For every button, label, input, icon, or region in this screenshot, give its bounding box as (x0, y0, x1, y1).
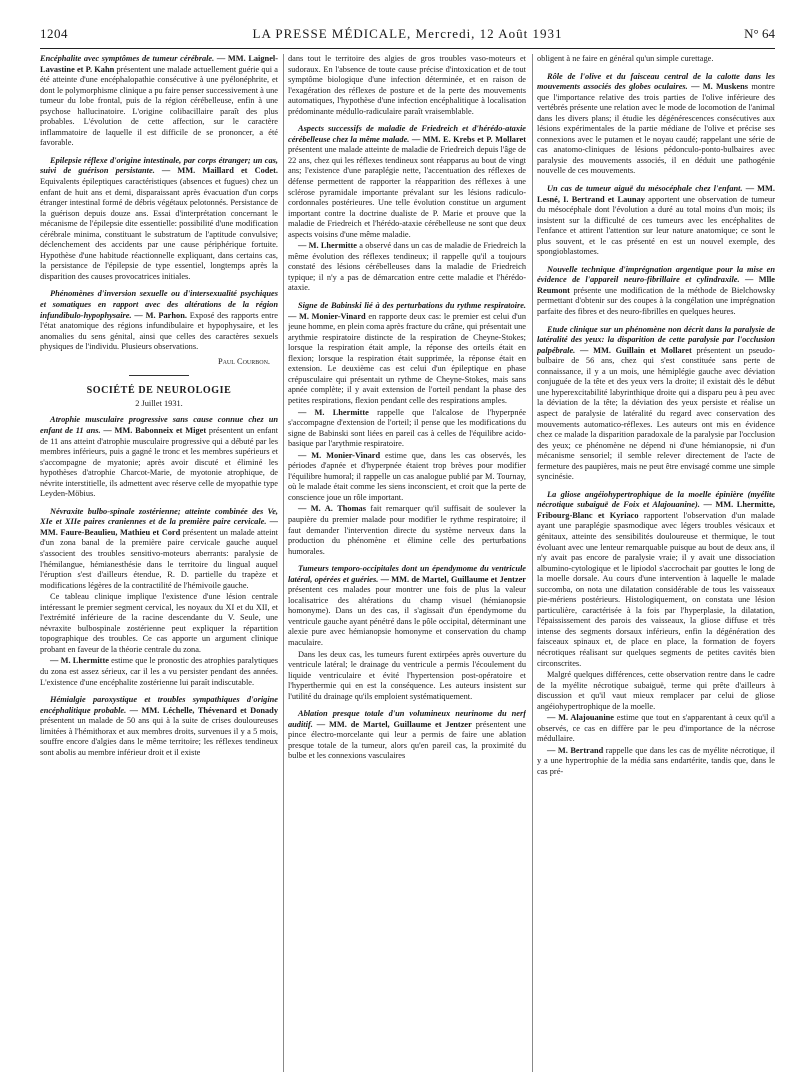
abstract-paragraph: dans tout le territoire des algies de gros troubles vaso-moteurs et sudoraux. En l'absence de toute cause précise d'intoxication et de tout symptôme biologique d'une infection déterminée, et en raison de l'exagération des réflexes de posture et de la perte des mouvements automatiques, l'hypothèse d'une infection encéphalitique à localisation prédominante médullo-radiculaire paraît vraisemblable. (288, 54, 526, 116)
abstract-paragraph: Nouvelle technique d'imprégnation argentique pour la mise en évidence de l'appareil neuro-fibrillaire et cylindraxile. — Mlle Reumont présente une modification de la méthode de Bielchowsky permettant d'obtenir sur des coupes à la congélation une imprégnation parfaite des fibres et des neuro-fibrilles en quelques heures. (537, 264, 775, 317)
abstract-paragraph: Encéphalite avec symptômes de tumeur cérébrale. — MM. Laignel-Lavastine et P. Kahn présentent une malade actuellement guérie qui a été atteinte d'une encéphalopathie consécutive à une pyélonéphrite, et dont le polymorphisme clinique a pu faire penser successivement à une tumeur du lobe frontal, puis de la région cérébelleuse, enfin à une psychose hallucinatoire. L'origine colibacillaire paraît des plus probables. L'évolution de cette affection, sur le caractère inflammatoire de laquelle il est difficile de se prononcer, a été favorable. (40, 54, 278, 148)
abstract-paragraph: Epilepsie réflexe d'origine intestinale, par corps étranger; un cas, suivi de guérison persistante. — MM. Maillard et Codet. Equivalents épileptiques caractéristiques (absences et fugues) chez un enfant de huit ans et demi, disparaissant après évacuation d'un corps étranger intestinal formé de débris végétaux pelotonnés. Persistance de la guérison depuis douze ans. Essai d'interprétation concernant le mécanisme de l'épilepsie dite essentielle: possibilité d'une modification cérébrale minima, constituant le substratum de l'aptitude convulsive; déclenchement des accidents par une cause périphérique fortuite. Hypothèse d'une habitude réactionnelle expliquant, dans certains cas, la persistance de l'épilepsie de type essentiel, longtemps après la disparition des causes provocatrices initiales. (40, 155, 278, 281)
issue-number: N° 64 (744, 26, 775, 41)
abstract-paragraph: — M. Lhermitte estime que le pronostic des atrophies paralytiques du zona est assez sérieux, car il les a vu persister pendant des années. L'existence d'une encéphalite zostérienne lui paraît indiscutable. (40, 656, 278, 687)
abstract-paragraph: Etude clinique sur un phénomène non décrit dans la paralysie de latéralité des yeux: la disparition de cette paralysie par l'occlusion palpébrale. — MM. Guillain et Mollaret présentent un pseudo-bulbaire de 56 ans, chez qui s'est constituée sans perte de connaissance, il y a un mois, une hémiplégie gauche avec déviation conjuguée de la tête et des yeux vers la droite; il existait dès le début une hyperexcitabilité labyrinthique droite qui a disparu peu à peu avec la déviation de la tête; la déviation des yeux persiste et réalise un aspect de paralysie de latéralité du regard avec conservation des mouvements automatico-réflexes. Les auteurs ont mis en évidence chez ce malade la disparition paradoxale de la paralysie par l'occlusion des yeux; ce phénomène ne dépend ni d'une hémianopsie, ni d'un mécanisme sensoriel; il semble relever directement de l'acte de fermeture des paupières, mais ne peut être envisagé comme une simple syncinésie. (537, 324, 775, 482)
section-heading: SOCIÉTÉ DE NEUROLOGIE (86, 385, 232, 397)
column-divider (532, 54, 533, 1072)
abstract-paragraph: Hémialgie paroxystique et troubles sympathiques d'origine encéphalitique probable. — MM. Léchelle, Thévenard et Donady présentent un malade de 50 ans qui à la suite de crises douloureuses limitées à l'hémithorax et aux membres droits, survenues il y a 5 mois, souffre encore d'algies dans le même territoire; les réflexes tendineux sont abolis au membre inférieur droit et il existe (40, 695, 278, 757)
abstract-paragraph: — M. Alajouanine estime que tout en s'apparentant à ceux qu'il a observés, ce cas en diffère par le peu d'importance de la nécrose médullaire. (537, 713, 775, 744)
abstract-paragraph: — M. Bertrand rappelle que dans les cas de myélite nécrotique, il y a une hypertrophie de la média sans endartérite, tandis que, dans le cas pré- (537, 745, 775, 776)
abstract-paragraph: Rôle de l'olive et du faisceau central de la calotte dans les mouvements associés des globes oculaires. — M. Muskens montre que l'importance relative des trois parties de l'olive inférieure des vertébrés présente une relation avec le mode de locomotion de l'animal dans les divers plans; il étudie les dégénérescences consécutives aux lésions expérimentales de la partie médiane de l'olive et précise ses connexions avec le putamen et le noyau caudé; rappelant une série de cas anatomo-cliniques de lésions pédonculo-ponto-bulbaires avec paralysie des mouvements associés, il en déduit une pathogénie nouvelle de ces mouvements. (537, 71, 775, 176)
abstract-paragraph: Ablation presque totale d'un volumineux neurinome du nerf auditif. — MM. de Martel, Guillaume et Jentzer présentent une pince électro-morcelante qui leur a permis de faire une ablation presque totale de la tumeur, alors qu'en pareil cas, la proximité du bulbe et les connexions vasculaires (288, 709, 526, 761)
abstract-paragraph: — M. Monier-Vinard estime que, dans les cas observés, les périodes d'apnée et d'hyperpnée étaient trop brèves pour modifier l'équilibre humoral; il rappelle un cas analogue publié par M. Tournay, où le malade était comme les siens inconscient, et croit que la perte de conscience joue un rôle important. (288, 450, 526, 502)
abstract-paragraph: Atrophie musculaire progressive sans cause connue chez un enfant de 11 ans. — MM. Babonneix et Miget présentent un enfant de 11 ans atteint d'atrophie musculaire progressive qui a débuté par les membres inférieurs, puis a gagné le tronc et les membres supérieurs et s'accompagne de myatonie; après avoir discuté et éliminé les hypothèses d'atrophie Charcot-Marie, de myotonie atrophique, de névrite interstitielle, ils admettent avec réserve celle de myopathie type Leyden-Möbius. (40, 415, 278, 499)
abstract-paragraph: — M. Lhermitte rappelle que l'alcalose de l'hyperpnée s'accompagne d'extension de l'orteil; il pense que les modifications du signe de Babinski sont liées en pareil cas à celles de l'équilibre acido-basique par l'arythmie respiratoire. (288, 407, 526, 449)
abstract-paragraph: Tumeurs temporo-occipitales dont un épendymome du ventricule latéral, opérées et guéries. — MM. de Martel, Guillaume et Jentzer présentent ces malades pour montrer une fois de plus la valeur localisatrice des altérations du champ visuel (hémianopsie homonyme). Dans un des cas, il s'agissait d'un épendymome du ventricule gauche ayant pénétré dans le pôle occipital, déterminant une alexie pure avec hémianopsie homonyme et conservation du champ maculaire. (288, 564, 526, 647)
page-header (40, 26, 775, 49)
column-1 (40, 54, 278, 1072)
journal-title: LA PRESSE MÉDICALE, Mercredi, 12 Août 1931 (252, 26, 563, 41)
abstract-paragraph: Dans les deux cas, les tumeurs furent extirpées après ouverture du ventricule latéral; le drainage du ventricule a permis l'écoulement du liquide ventriculaire et évité l'hypertension post-opératoire et l'hyperthermie qui en est la conséquence. Les auteurs insistent sur l'utilité du drainage qu'ils emploient systématiquement. (288, 649, 526, 701)
abstract-paragraph: — M. Lhermitte a observé dans un cas de maladie de Friedreich la même évolution des réflexes tendineux; il rappelle qu'il a toujours constaté des lésions cérébelleuses dans la maladie de Friedreich typique; il n'y a pas de démarcation entre cette maladie et l'hérédo-ataxie. (288, 241, 526, 293)
section-rule (129, 375, 189, 376)
author-signature: Paul Courbon. (217, 356, 270, 366)
abstract-paragraph: Aspects successifs de maladie de Friedreich et d'hérédo-ataxie cérébelleuse chez la même malade. — MM. E. Krebs et P. Mollaret présentent une malade atteinte de maladie de Friedreich depuis l'âge de 22 ans, chez qui les réflexes tendineux sont réapparus au bout de vingt ans; l'existence d'une paraplégie nette, l'accentuation des réflexes de défense permettent de rapporter la réapparition des réflexes à une sclérose pyramidale importante prévalant sur les lésions radiculo-cordonnales postérieures. Une telle évolution constitue un argument important contre la doctrine dualiste de P. Marie et prouve que la maladie de Friedreich et l'hérédo-ataxie cérébelleuse ne sont que deux aspects voisins d'une même maladie. (288, 124, 526, 239)
page-number: 1204 (40, 26, 68, 41)
column-3 (537, 54, 775, 1072)
abstract-paragraph: La gliose angéiohypertrophique de la moelle épinière (myélite nécrotique subaiguë de Foix et Alajouanine). — MM. Lhermitte, Fribourg-Blanc et Kyriaco rapportent l'observation d'un malade ayant une paraplégie spasmodique avec légers troubles vésicaux et génitaux, atteinte des sensibilités douloureuse et thermique, le tout évoluant avec une lenteur remarquable puisque au bout de deux ans, il n'y avait pas encore de paralysie vraie; il y avait une dissociation albumino-cytologique et le lipiodol s'accrochait par gouttes le long de la moelle dorsale. Au cours d'une intervention à laquelle le malade succomba, on nota une dilatation considérable de tous les vaisseaux pie-mériens postérieurs. Histologiquement, on constata une lésion particulière, caractérisée à la fois par l'hyperplasie, la dilatation, l'épaississement des parois des vaisseaux, la gliose diffuse et très intense des segments dorsaux inférieurs, enfin la dégénération des faisceaux spinaux et, de place en place, la formation de foyers nécrotiques réalisant sur quelques segments de petites cavités bien circonscrites. (537, 489, 775, 668)
section-date: 2 Juillet 1931. (135, 398, 183, 408)
abstract-paragraph: Signe de Babinski lié à des perturbations du rythme respiratoire. — M. Monier-Vinard en rapporte deux cas: le premier est celui d'un jeune homme, en plein coma après fracture du crâne, qui présentait une arythmie respiratoire distincte de la respiration de Cheyne-Stokes; lorsque la respiration était ample, la réponse des orteils était en flexion; lorsque la respiration était supprimée, la réponse était en extension. Le deuxième cas est celui d'un épileptique en phase crépusculaire qui présentait un rythme de Cheyne-Stokes, mais sans apnée complète; il y avait extension de l'orteil pendant la phase des petites respirations, flexion pendant celle des respirations amples. (288, 301, 526, 405)
abstract-paragraph: Un cas de tumeur aiguë du mésocéphale chez l'enfant. — MM. Lesné, I. Bertrand et Launay apportent une observation de tumeur du mésocéphale dont l'évolution a duré au total moins d'un mois; ils insistent sur la difficulté de ces tumeurs avec les encéphalites de l'enfance et attirent l'attention sur leur nature anatomique; ce sont le plus souvent, et le cas présenté en est un nouvel exemple, des spongioblastomes. (537, 184, 775, 257)
abstract-paragraph: Névraxite bulbo-spinale zostérienne; atteinte combinée des Ve, XIe et XIIe paires craniennes et de la première paire cervicale. — MM. Faure-Beaulieu, Mathieu et Cord présentent un malade atteint d'un zona banal de la première paire cervicale gauche auquel s'associent des troubles sensitivo-moteurs aberrants: paralysie de l'hémilangue, hémianesthésie dans le territoire du lingual auquel l'éruption s'est d'ailleurs étendue, R. D. partielle du trapèze et modifications légères de la contractilité de l'hémivoile gauche. (40, 506, 278, 590)
abstract-paragraph: — M. A. Thomas fait remarquer qu'il suffisait de soulever la paupière du premier malade pour modifier le rythme respiratoire; il faut demander l'intervention directe du système nerveux dans la production du phénomène et élimine celle des perturbations humorales. (288, 504, 526, 556)
column-divider (283, 54, 284, 1072)
column-2 (288, 54, 526, 1072)
abstract-paragraph: obligent à ne faire en général qu'un simple curettage. (537, 54, 714, 63)
abstract-paragraph: Phénomènes d'inversion sexuelle ou d'intersexualité psychiques et somatiques en rapport avec des altérations de la région infundibulo-hypophysaire. — M. Parhon. Exposé des rapports entre l'état anatomique des régions infundibulaire et hypophysaire, et les anomalies du sens génital, ainsi que celles des caractères sexuels physiques de l'individu. Plusieurs observations. (40, 289, 278, 352)
abstract-paragraph: Ce tableau clinique implique l'existence d'une lésion centrale intéressant le premier segment cervical, les noyaux du XI et du XII, et l'extrémité inférieure de la racine descendante du V. Seule, une névraxite bulbospinale zostérienne peut expliquer la répartition topographique des troubles. Ce cas apporte un argument clinique probant en faveur de la théorie centrale du zona. (40, 592, 278, 654)
abstract-paragraph: Malgré quelques différences, cette observation rentre dans le cadre de la myélite nécrotique subaiguë, terme qui prête d'ailleurs à discussion et qu'il vaut mieux remplacer par celui de gliose angéiohypertrophique de la moelle. (537, 670, 775, 711)
